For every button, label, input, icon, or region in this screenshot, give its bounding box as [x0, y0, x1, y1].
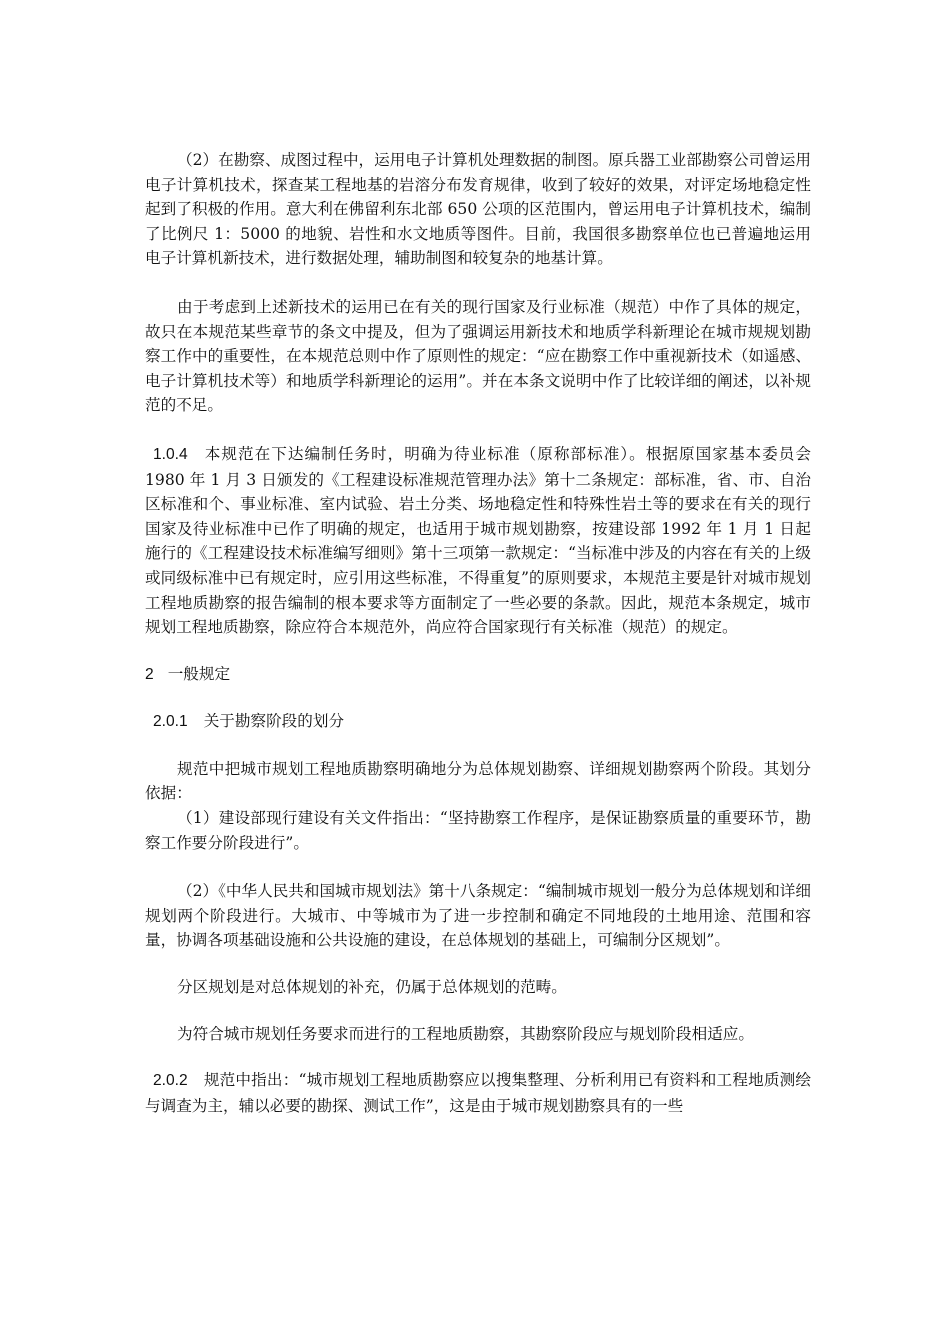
- document-page: [145, 148, 811, 1118]
- section-title: 一般规定: [167, 664, 231, 683]
- clause-title: 关于勘察阶段的划分: [203, 712, 345, 731]
- clause-2-0-2: [145, 1068, 811, 1118]
- clause-number: 2.0.1: [153, 713, 188, 731]
- paragraph-stage-division: 规范中把城市规划工程地质勘察明确地分为总体规划勘察、详细规划勘察两个阶段。其划分依据：: [145, 759, 811, 803]
- paragraph-gap: [145, 640, 811, 662]
- paragraph-gap: [145, 1046, 811, 1068]
- clause-number: 2.0.2: [153, 1072, 188, 1090]
- clause-2-0-1-heading: [145, 709, 811, 735]
- clause-text: 本规范在下达编制任务时，明确为待业标准（原称部标准）。根据原国家基本委员会 1980 年 1 月 3 日颁发的《工程建设标准规范管理办法》第十二条规定：部标准，省、市、自治区标准和个、事业标准、室内试验、岩土分类、场地稳定性和特殊性岩土等的要求在有关的现行国家及待业标准中已作了明确的规定，也适用于城市规划勘察，按建设部 1992 年 1 月 1 日起施行的《工程建设技术标准编写细则》第十三项第一款规定：“当标准中涉及的内容在有关的上级或同级标准中已有规定时，应引用这些标准，不得重复”的原则要求，本规范主要是针对城市规划工程地质勘察的报告编制的根本要求等方面制定了一些必要的条款。因此，规范本条规定，城市规划工程地质勘察，除应符合本规范外，尚应符合国家现行有关标准（规范）的规定。: [145, 444, 811, 637]
- paragraph-gap: [145, 953, 811, 975]
- paragraph-basis-1: （1）建设部现行建设有关文件指出：“坚持勘察工作程序，是保证勘察质量的重要环节，勘察工作要分阶段进行”。: [145, 809, 811, 852]
- paragraph-gap: [145, 271, 811, 295]
- clause-number: 1.0.4: [153, 445, 188, 463]
- paragraph-gap: [145, 1000, 811, 1022]
- paragraph-gap: [145, 418, 811, 442]
- section-heading-2: [145, 662, 811, 688]
- paragraph-gap: [145, 687, 811, 709]
- paragraph-district-planning: 分区规划是对总体规划的补充，仍属于总体规划的范畴。: [177, 978, 567, 997]
- paragraph-gap: [145, 855, 811, 879]
- paragraph-basis-2: （2）《中华人民共和国城市规划法》第十八条规定：“编制城市规划一般分为总体规划和详细规划两个阶段进行。大城市、中等城市为了进一步控制和确定不同地段的土地用途、范围和容量，协调各项基础设施和公共设施的建设，在总体规划的基础上，可编制分区规划”。: [145, 882, 811, 950]
- paragraph-stage-matching: 为符合城市规划任务要求而进行的工程地质勘察，其勘察阶段应与规划阶段相适应。: [177, 1024, 754, 1043]
- paragraph-computer-mapping: （2）在勘察、成图过程中，运用电子计算机处理数据的制图。原兵器工业部勘察公司曾运用电子计算机技术，探查某工程地基的岩溶分布发育规律，收到了较好的效果，对评定场地稳定性起到了积极的作用。意大利在佛留利东北部 650 公项的区范围内，曾运用电子计算机技术，编制了比例尺 1：5000 的地貌、岩性和水文地质等图件。目前，我国很多勘察单位也已普遍地运用电子计算机新技术，进行数据处理，辅助制图和较复杂的地基计算。: [145, 151, 811, 268]
- clause-1-0-4: [145, 442, 811, 640]
- clause-text: 规范中指出：“城市规划工程地质勘察应以搜集整理、分析利用已有资料和工程地质测绘与调查为主，辅以必要的勘探、测试工作”，这是由于城市规划勘察具有的一些: [145, 1071, 811, 1115]
- paragraph-gap: [145, 735, 811, 757]
- section-number: 2: [145, 665, 154, 683]
- paragraph-new-technology: 由于考虑到上述新技术的运用已在有关的现行国家及行业标准（规范）中作了具体的规定，故只在本规范某些章节的条文中提及，但为了强调运用新技术和地质学科新理论在城市规规划勘察工作中的重要性，在本规范总则中作了原则性的规定：“应在勘察工作中重视新技术（如遥感、电子计算机技术等）和地质学科新理论的运用”。并在本条文说明中作了比较详细的阐述，以补规范的不足。: [145, 297, 811, 415]
